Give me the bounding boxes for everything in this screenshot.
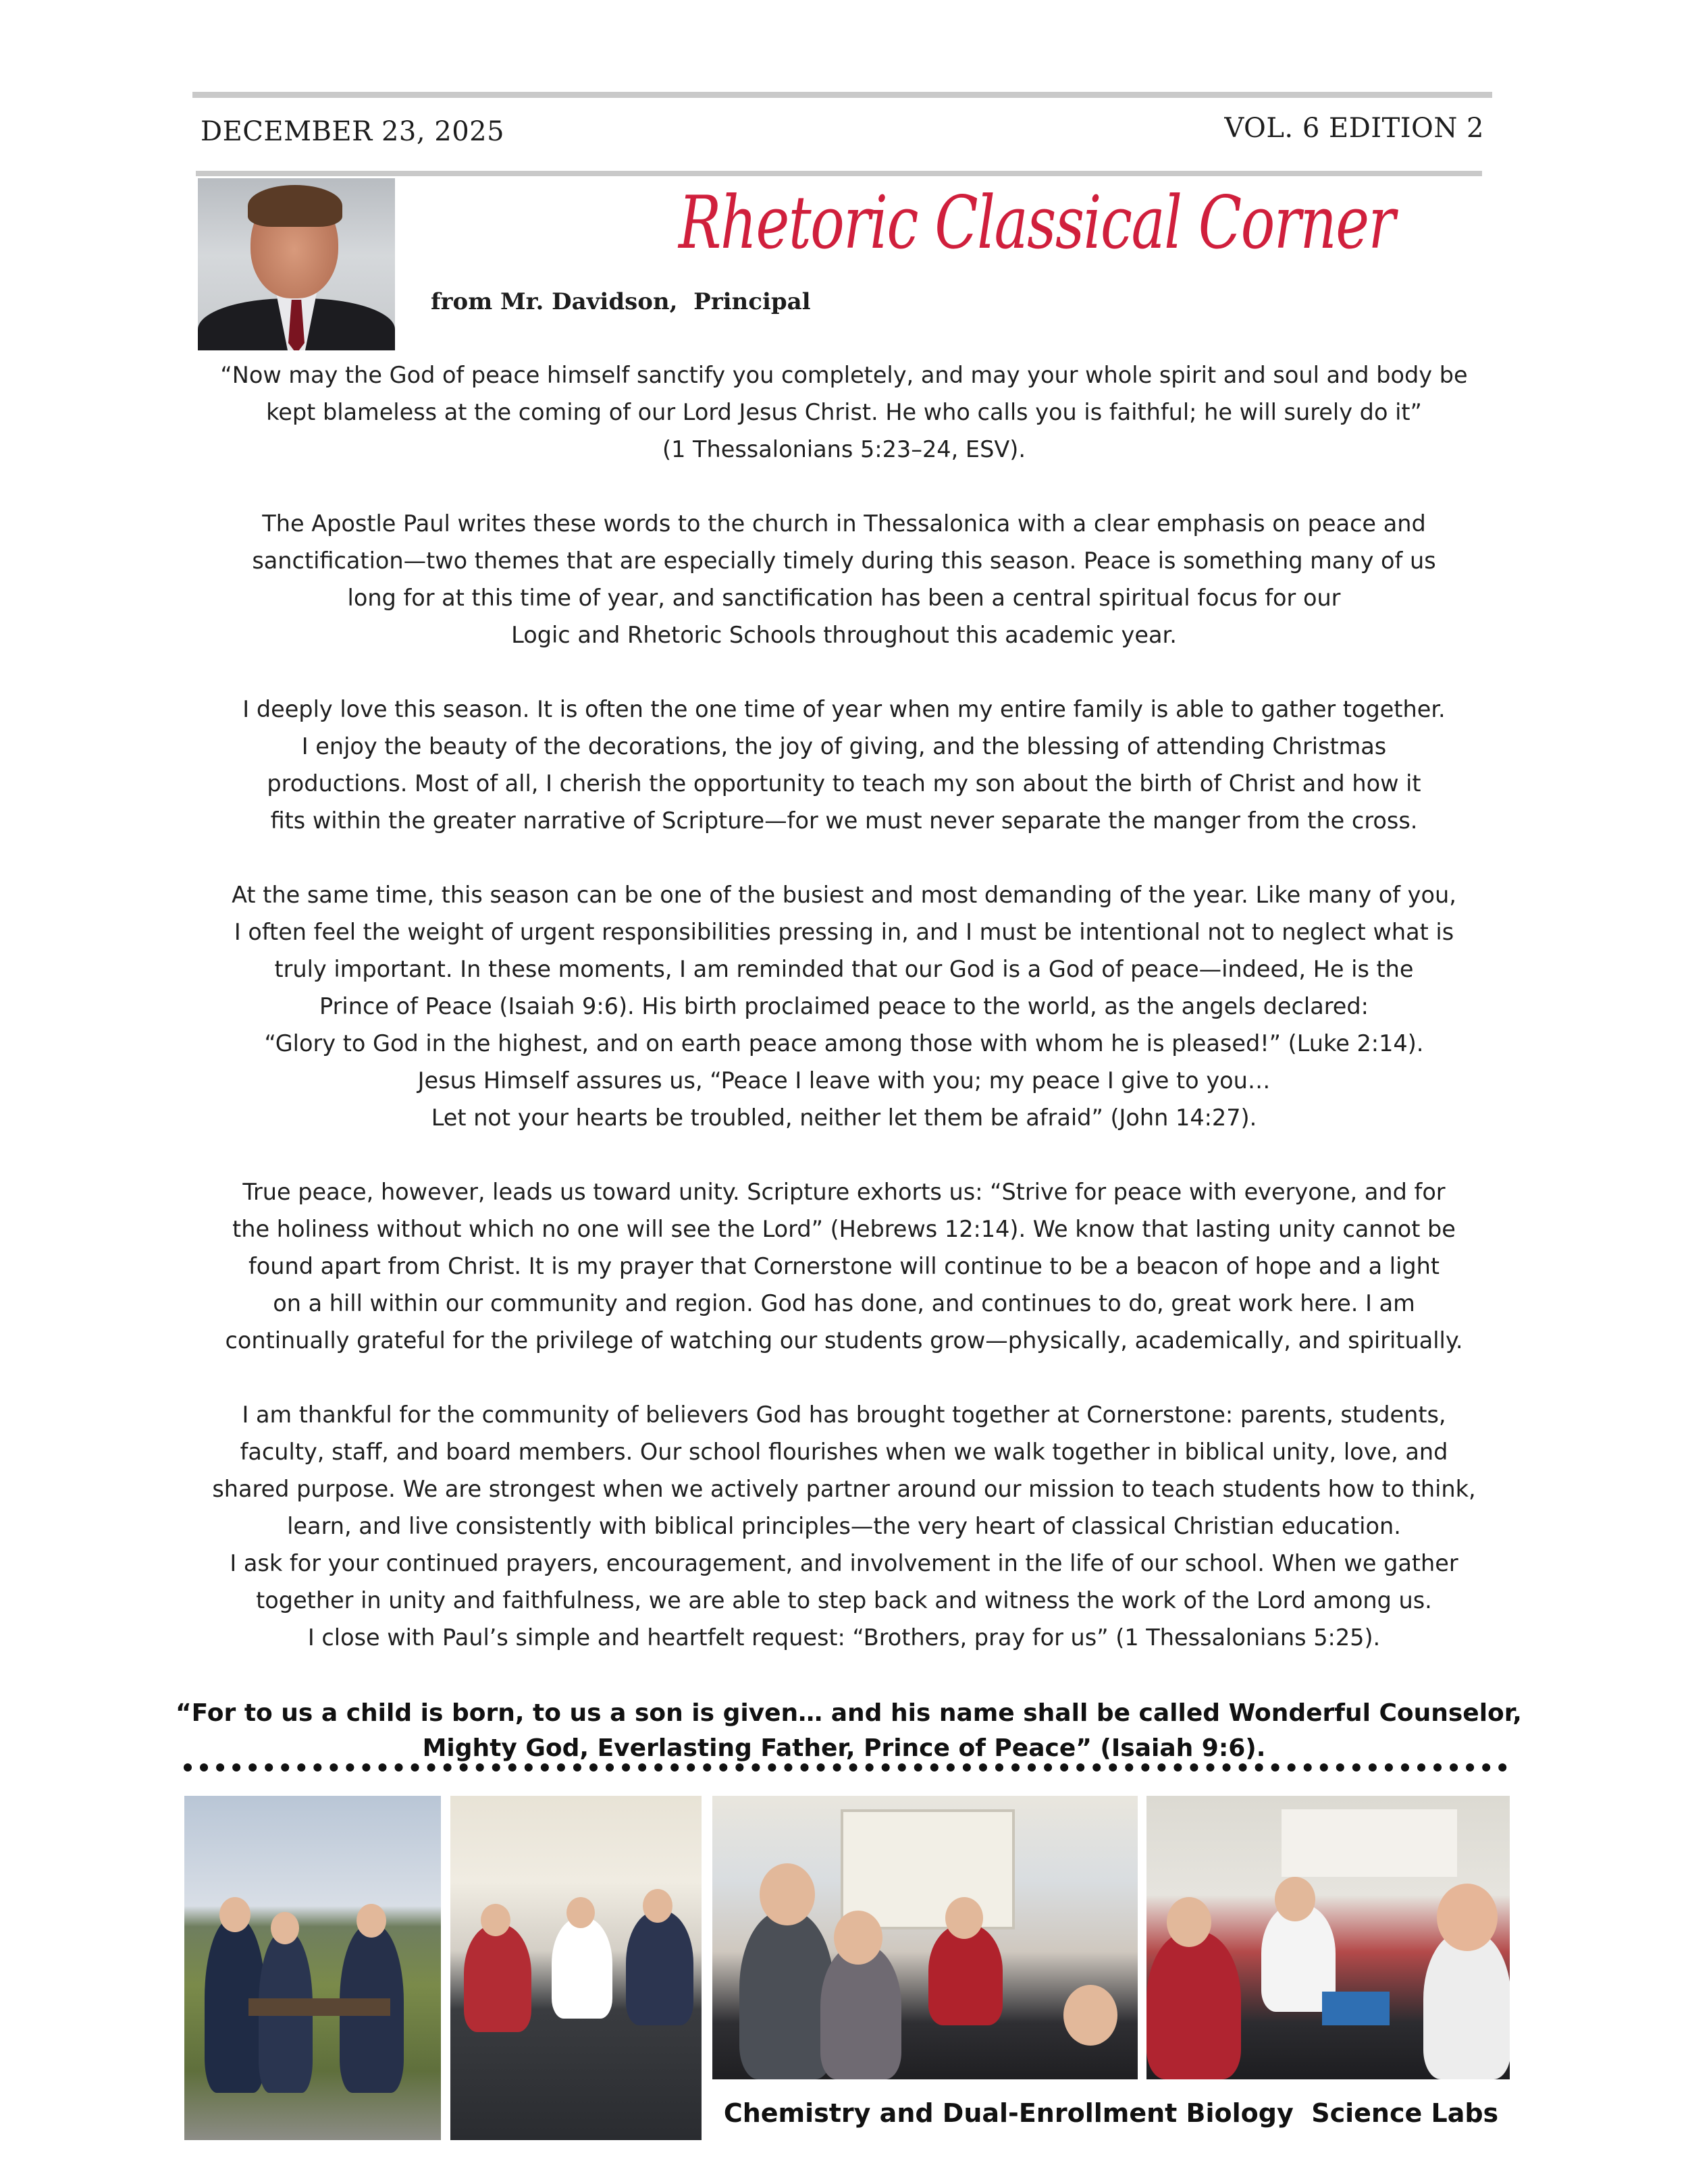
letter-line: I enjoy the beauty of the decorations, the joy of giving, and the blessing of attending Christmas xyxy=(301,733,1387,760)
letter-line: fits within the greater narrative of Scripture—for we must never separate the manger from the cross. xyxy=(270,807,1418,834)
letter-paragraph xyxy=(172,356,1516,468)
test-tube-rack xyxy=(1322,1992,1390,2025)
letter-paragraph xyxy=(172,505,1516,654)
letter-line: “Now may the God of peace himself sanctify you completely, and may your whole spirit and soul and body be xyxy=(220,362,1468,388)
student-figure xyxy=(1146,1931,1241,2079)
periodic-table-poster xyxy=(841,1809,1015,1929)
student-face xyxy=(945,1897,983,1939)
letter-line: “Glory to God in the highest, and on earth peace among those with whom he is pleased!” (Luke 2:14). xyxy=(264,1030,1424,1057)
student-face xyxy=(357,1904,386,1938)
letter-line: productions. Most of all, I cherish the opportunity to teach my son about the birth of Christ and how it xyxy=(267,770,1421,797)
dotted-divider xyxy=(184,1763,1507,1772)
letter-line: True peace, however, leads us toward unity. Scripture exhorts us: “Strive for peace with everyone, and for xyxy=(242,1179,1446,1205)
student-figure xyxy=(552,1917,612,2019)
issue-date: DECEMBER 23, 2025 xyxy=(201,116,505,147)
letter-line: kept blameless at the coming of our Lord Jesus Christ. He who calls you is faithful; he will surely do it” xyxy=(266,399,1422,425)
principal-letter xyxy=(172,356,1516,1656)
student-face xyxy=(1063,1985,1117,2046)
letter-line: I close with Paul’s simple and heartfelt request: “Brothers, pray for us” (1 Thessalonians 5:25). xyxy=(307,1624,1381,1651)
letter-line: Logic and Rhetoric Schools throughout this academic year. xyxy=(511,622,1177,648)
photo-biology-lab xyxy=(1146,1796,1510,2079)
student-figure xyxy=(820,1944,901,2079)
letter-line: The Apostle Paul writes these words to the church in Thessalonica with a clear emphasis on peace and xyxy=(262,510,1426,537)
letter-paragraph xyxy=(172,876,1516,1136)
student-figure xyxy=(928,1924,1003,2025)
letter-line: truly important. In these moments, I am reminded that our God is a God of peace—indeed, He is the xyxy=(274,956,1414,982)
student-figure xyxy=(1423,1931,1510,2079)
student-face xyxy=(760,1863,815,1925)
header-rule xyxy=(196,171,1482,176)
student-face xyxy=(1167,1897,1211,1947)
photo-caption: Chemistry and Dual-Enrollment Biology Science Labs xyxy=(723,2098,1499,2128)
letter-line: sanctification—two themes that are especially timely during this season. Peace is something many of us xyxy=(252,548,1436,574)
letter-line: At the same time, this season can be one of the busiest and most demanding of the year. Like many of you, xyxy=(232,882,1456,908)
letter-line: (1 Thessalonians 5:23–24, ESV). xyxy=(662,436,1026,462)
letter-line: Prince of Peace (Isaiah 9:6). His birth proclaimed peace to the world, as the angels declared: xyxy=(319,993,1369,1019)
quote-line: “For to us a child is born, to us a son is given… and his name shall be called Wonderful Counselor, xyxy=(176,1699,1522,1727)
byline: from Mr. Davidson, Principal xyxy=(431,288,811,315)
letter-paragraph xyxy=(172,1396,1516,1656)
letter-line: long for at this time of year, and sanctification has been a central spiritual focus for our xyxy=(347,585,1341,611)
letter-line: on a hill within our community and region. God has done, and continues to do, great work here. I am xyxy=(273,1290,1415,1316)
student-figure xyxy=(739,1911,834,2079)
student-face xyxy=(834,1911,882,1965)
volume-edition: VOL. 6 EDITION 2 xyxy=(1224,113,1484,144)
student-face xyxy=(271,1912,299,1944)
portrait-hair xyxy=(248,185,342,227)
student-face xyxy=(1275,1877,1315,1921)
student-figure xyxy=(464,1924,531,2032)
student-figure xyxy=(626,1911,693,2025)
closing-scripture-quote xyxy=(176,1696,1522,1766)
letter-line: I often feel the weight of urgent responsibilities pressing in, and I must be intentional not to neglect what is xyxy=(234,919,1454,945)
top-rule xyxy=(192,92,1492,98)
letter-line: continually grateful for the privilege of watching our students grow—physically, academically, and spiritually. xyxy=(225,1327,1463,1354)
letter-paragraph xyxy=(172,691,1516,839)
cabinets xyxy=(1282,1809,1457,1877)
student-face xyxy=(1437,1884,1498,1951)
student-face xyxy=(219,1897,250,1932)
letter-line: found apart from Christ. It is my prayer that Cornerstone will continue to be a beacon of hope and a light xyxy=(248,1253,1440,1279)
photo-periodic-table-lab xyxy=(712,1796,1138,2079)
letter-line: Jesus Himself assures us, “Peace I leave with you; my peace I give to you… xyxy=(417,1067,1271,1094)
student-face xyxy=(643,1889,672,1923)
photo-classroom-lab xyxy=(450,1796,702,2140)
letter-line: Let not your hearts be troubled, neither let them be afraid” (John 14:27). xyxy=(431,1104,1257,1131)
letter-line: shared purpose. We are strongest when we actively partner around our mission to teach students how to think, xyxy=(212,1476,1476,1502)
letter-line: I deeply love this season. It is often the one time of year when my entire family is able to gather together. xyxy=(242,696,1446,722)
letter-line: I ask for your continued prayers, encouragement, and involvement in the life of our school. When we gather xyxy=(230,1550,1458,1576)
quote-line: Mighty God, Everlasting Father, Prince of Peace” (Isaiah 9:6). xyxy=(422,1734,1266,1762)
photo-outdoor-lab xyxy=(184,1796,441,2140)
letter-line: learn, and live consistently with biblical principles—the very heart of classical Christian education. xyxy=(287,1513,1401,1539)
letter-line: together in unity and faithfulness, we are able to step back and witness the work of the Lord among us. xyxy=(256,1587,1432,1614)
letter-line: faculty, staff, and board members. Our school flourishes when we walk together in biblical unity, love, and xyxy=(240,1439,1448,1465)
student-face xyxy=(481,1904,510,1936)
letter-line: the holiness without which no one will see the Lord” (Hebrews 12:14). We know that lasting unity cannot be xyxy=(232,1216,1456,1242)
letter-paragraph xyxy=(172,1173,1516,1359)
newsletter-title: Rhetoric Classical Corner xyxy=(679,181,1395,265)
student-face xyxy=(566,1897,595,1928)
letter-line: I am thankful for the community of believers God has brought together at Cornerstone: parents, students, xyxy=(242,1402,1446,1428)
picnic-table xyxy=(248,1998,390,2016)
principal-portrait xyxy=(198,178,395,350)
